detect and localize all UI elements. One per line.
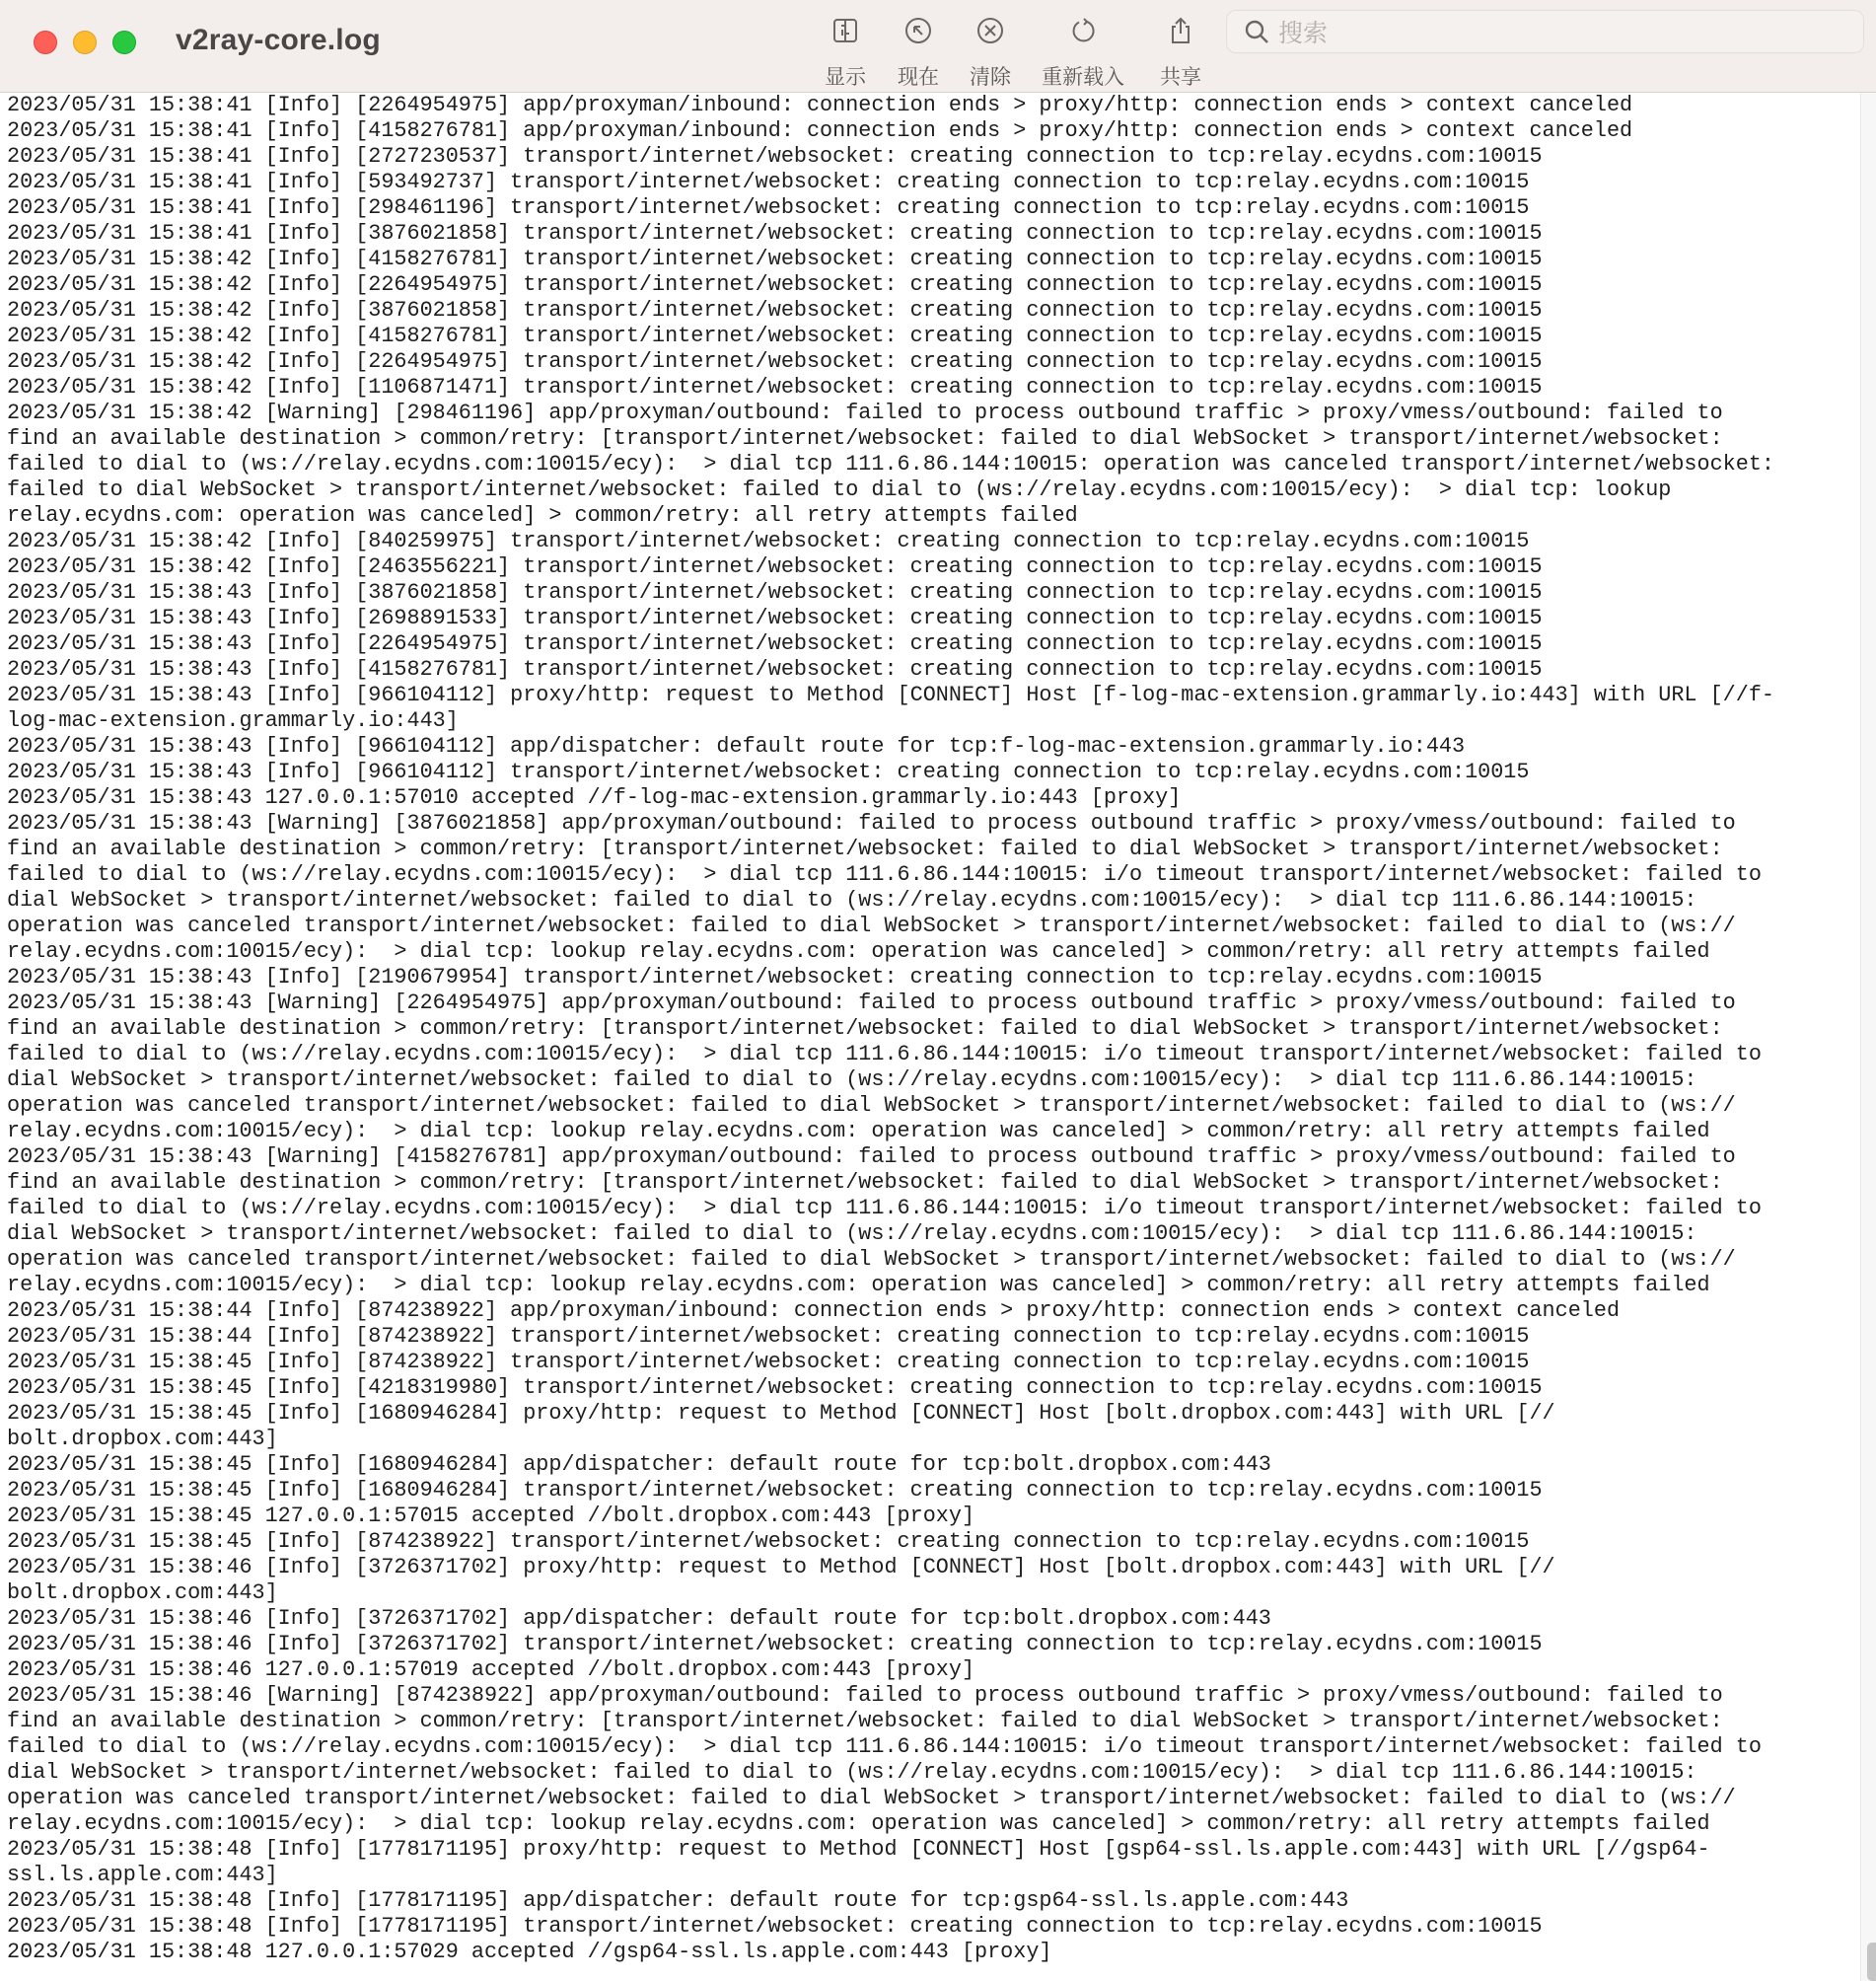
log-line: 2023/05/31 15:38:48 [Info] [1778171195] app/dispatcher: default route for tcp:gsp64-ssl.ls.apple.com:443	[7, 1888, 1349, 1913]
log-line: operation was canceled transport/internet/websocket: failed to dial WebSocket > transport/internet/websocket: failed to dial to (ws://	[7, 1247, 1736, 1272]
log-line: 2023/05/31 15:38:48 127.0.0.1:57029 accepted //gsp64-ssl.ls.apple.com:443 [proxy]	[7, 1940, 1052, 1964]
log-line: 2023/05/31 15:38:41 [Info] [298461196] transport/internet/websocket: creating connection to tcp:relay.ecydns.com:10015	[7, 195, 1530, 220]
log-line: relay.ecydns.com:10015/ecy): > dial tcp: lookup relay.ecydns.com: operation was canceled] > common/retry: all retry attempts failed	[7, 1119, 1710, 1143]
log-line: find an available destination > common/retry: [transport/internet/websocket: failed to dial WebSocket > transport/internet/websocket:	[7, 1170, 1723, 1195]
maximize-window-button[interactable]	[112, 31, 136, 54]
log-line: 2023/05/31 15:38:43 [Info] [2190679954] transport/internet/websocket: creating connection to tcp:relay.ecydns.com:10015	[7, 965, 1543, 990]
log-line: 2023/05/31 15:38:43 [Info] [2264954975] transport/internet/websocket: creating connection to tcp:relay.ecydns.com:10015	[7, 631, 1543, 656]
log-line: operation was canceled transport/internet/websocket: failed to dial WebSocket > transport/internet/websocket: failed to dial to (ws://	[7, 1786, 1736, 1810]
log-line: 2023/05/31 15:38:46 127.0.0.1:57019 accepted //bolt.dropbox.com:443 [proxy]	[7, 1657, 975, 1682]
log-line: 2023/05/31 15:38:48 [Info] [1778171195] proxy/http: request to Method [CONNECT] Host [gsp64-ssl.ls.apple.com:443] with URL [//gsp64-	[7, 1837, 1710, 1862]
log-line: relay.ecydns.com:10015/ecy): > dial tcp: lookup relay.ecydns.com: operation was canceled] > common/retry: all retry attempts failed	[7, 939, 1710, 964]
log-line: 2023/05/31 15:38:45 [Info] [1680946284] proxy/http: request to Method [CONNECT] Host [bolt.dropbox.com:443] with URL [//	[7, 1401, 1555, 1426]
log-line: 2023/05/31 15:38:41 [Info] [3876021858] transport/internet/websocket: creating connection to tcp:relay.ecydns.com:10015	[7, 221, 1543, 246]
log-line: 2023/05/31 15:38:46 [Info] [3726371702] transport/internet/websocket: creating connection to tcp:relay.ecydns.com:10015	[7, 1632, 1543, 1656]
log-line: 2023/05/31 15:38:45 [Info] [874238922] transport/internet/websocket: creating connection to tcp:relay.ecydns.com:10015	[7, 1350, 1530, 1374]
log-line: failed to dial to (ws://relay.ecydns.com:10015/ecy): > dial tcp 111.6.86.144:10015: i/o timeout transport/internet/websocket: failed to	[7, 862, 1762, 887]
sidebar-display-icon	[829, 14, 862, 47]
log-line: relay.ecydns.com: operation was canceled] > common/retry: all retry attempts failed	[7, 503, 1078, 528]
log-line: dial WebSocket > transport/internet/websocket: failed to dial to (ws://relay.ecydns.com:10015/ecy): > dial tcp 111.6.86.144:10015:	[7, 1067, 1697, 1092]
log-line: 2023/05/31 15:38:43 [Warning] [2264954975] app/proxyman/outbound: failed to process outbound traffic > proxy/vmess/outbound: failed to	[7, 990, 1736, 1015]
log-line: 2023/05/31 15:38:48 [Info] [1778171195] transport/internet/websocket: creating connection to tcp:relay.ecydns.com:10015	[7, 1914, 1543, 1939]
display-button[interactable]	[825, 14, 866, 91]
log-line: find an available destination > common/retry: [transport/internet/websocket: failed to dial WebSocket > transport/internet/websocket:	[7, 837, 1723, 861]
clear-label: 清除	[970, 66, 1011, 89]
share-label: 共享	[1160, 66, 1201, 89]
log-line: 2023/05/31 15:38:43 [Warning] [4158276781] app/proxyman/outbound: failed to process outbound traffic > proxy/vmess/outbound: failed to	[7, 1144, 1736, 1169]
vertical-scrollbar[interactable]	[1860, 93, 1876, 1981]
log-line: log-mac-extension.grammarly.io:443]	[7, 708, 459, 733]
log-line: 2023/05/31 15:38:43 [Info] [966104112] app/dispatcher: default route for tcp:f-log-mac-extension.grammarly.io:443	[7, 734, 1466, 759]
log-line: failed to dial to (ws://relay.ecydns.com:10015/ecy): > dial tcp 111.6.86.144:10015: i/o timeout transport/internet/websocket: failed to	[7, 1196, 1762, 1220]
log-line: 2023/05/31 15:38:42 [Info] [2264954975] transport/internet/websocket: creating connection to tcp:relay.ecydns.com:10015	[7, 272, 1543, 297]
display-label: 显示	[825, 66, 866, 89]
log-line: 2023/05/31 15:38:46 [Info] [3726371702] proxy/http: request to Method [CONNECT] Host [bolt.dropbox.com:443] with URL [//	[7, 1555, 1555, 1579]
log-line: 2023/05/31 15:38:43 [Info] [3876021858] transport/internet/websocket: creating connection to tcp:relay.ecydns.com:10015	[7, 580, 1543, 605]
share-icon	[1164, 14, 1197, 47]
log-line: find an available destination > common/retry: [transport/internet/websocket: failed to dial WebSocket > transport/internet/websocket:	[7, 426, 1723, 451]
log-line: 2023/05/31 15:38:41 [Info] [2727230537] transport/internet/websocket: creating connection to tcp:relay.ecydns.com:10015	[7, 144, 1543, 169]
log-view[interactable]	[0, 93, 1860, 1981]
clear-icon	[974, 14, 1007, 47]
log-line: dial WebSocket > transport/internet/websocket: failed to dial to (ws://relay.ecydns.com:10015/ecy): > dial tcp 111.6.86.144:10015:	[7, 1760, 1697, 1785]
close-window-button[interactable]	[34, 31, 57, 54]
log-line: 2023/05/31 15:38:43 [Info] [4158276781] transport/internet/websocket: creating connection to tcp:relay.ecydns.com:10015	[7, 657, 1543, 682]
log-line: 2023/05/31 15:38:44 [Info] [874238922] app/proxyman/inbound: connection ends > proxy/http: connection ends > context canceled	[7, 1298, 1621, 1323]
log-line: 2023/05/31 15:38:41 [Info] [4158276781] app/proxyman/inbound: connection ends > proxy/http: connection ends > context canceled	[7, 118, 1633, 143]
log-line: relay.ecydns.com:10015/ecy): > dial tcp: lookup relay.ecydns.com: operation was canceled] > common/retry: all retry attempts failed	[7, 1811, 1710, 1836]
log-line: dial WebSocket > transport/internet/websocket: failed to dial to (ws://relay.ecydns.com:10015/ecy): > dial tcp 111.6.86.144:10015:	[7, 1221, 1697, 1246]
log-line: ssl.ls.apple.com:443]	[7, 1863, 278, 1887]
log-line: 2023/05/31 15:38:45 [Info] [874238922] transport/internet/websocket: creating connection to tcp:relay.ecydns.com:10015	[7, 1529, 1530, 1554]
log-line: failed to dial to (ws://relay.ecydns.com:10015/ecy): > dial tcp 111.6.86.144:10015: i/o timeout transport/internet/websocket: failed to	[7, 1734, 1762, 1759]
log-line: 2023/05/31 15:38:43 [Info] [966104112] transport/internet/websocket: creating connection to tcp:relay.ecydns.com:10015	[7, 760, 1530, 784]
log-line: operation was canceled transport/internet/websocket: failed to dial WebSocket > transport/internet/websocket: failed to dial to (ws://	[7, 1093, 1736, 1118]
log-line: failed to dial to (ws://relay.ecydns.com:10015/ecy): > dial tcp 111.6.86.144:10015: operation was canceled transport/internet/websocket:	[7, 452, 1774, 477]
log-line: 2023/05/31 15:38:42 [Info] [4158276781] transport/internet/websocket: creating connection to tcp:relay.ecydns.com:10015	[7, 247, 1543, 271]
log-line: 2023/05/31 15:38:43 [Info] [966104112] proxy/http: request to Method [CONNECT] Host [f-log-mac-extension.grammarly.io:443] with URL [//f-	[7, 683, 1774, 707]
log-line: 2023/05/31 15:38:43 [Info] [2698891533] transport/internet/websocket: creating connection to tcp:relay.ecydns.com:10015	[7, 606, 1543, 630]
log-line: 2023/05/31 15:38:43 127.0.0.1:57010 accepted //f-log-mac-extension.grammarly.io:443 [proxy]	[7, 785, 1182, 810]
log-line: bolt.dropbox.com:443]	[7, 1427, 278, 1451]
search-icon	[1243, 18, 1270, 45]
log-line: 2023/05/31 15:38:42 [Info] [840259975] transport/internet/websocket: creating connection to tcp:relay.ecydns.com:10015	[7, 529, 1530, 553]
log-line: 2023/05/31 15:38:42 [Info] [1106871471] transport/internet/websocket: creating connection to tcp:relay.ecydns.com:10015	[7, 375, 1543, 400]
log-line: dial WebSocket > transport/internet/websocket: failed to dial to (ws://relay.ecydns.com:10015/ecy): > dial tcp 111.6.86.144:10015:	[7, 888, 1697, 913]
log-line: find an available destination > common/retry: [transport/internet/websocket: failed to dial WebSocket > transport/internet/websocket:	[7, 1016, 1723, 1041]
search-placeholder: 搜索	[1278, 20, 1329, 47]
log-line: 2023/05/31 15:38:41 [Info] [593492737] transport/internet/websocket: creating connection to tcp:relay.ecydns.com:10015	[7, 170, 1530, 194]
now-label: 现在	[898, 66, 939, 89]
log-line: find an available destination > common/retry: [transport/internet/websocket: failed to dial WebSocket > transport/internet/websocket:	[7, 1709, 1723, 1733]
share-button[interactable]	[1160, 14, 1201, 91]
reload-button[interactable]	[1042, 14, 1124, 91]
log-line: 2023/05/31 15:38:45 127.0.0.1:57015 accepted //bolt.dropbox.com:443 [proxy]	[7, 1504, 975, 1528]
minimize-window-button[interactable]	[73, 31, 97, 54]
log-line: 2023/05/31 15:38:42 [Warning] [298461196] app/proxyman/outbound: failed to process outbound traffic > proxy/vmess/outbound: failed to	[7, 401, 1723, 425]
log-line: failed to dial to (ws://relay.ecydns.com:10015/ecy): > dial tcp 111.6.86.144:10015: i/o timeout transport/internet/websocket: failed to	[7, 1042, 1762, 1066]
log-text	[0, 93, 1860, 1965]
log-line: 2023/05/31 15:38:45 [Info] [1680946284] app/dispatcher: default route for tcp:bolt.dropbox.com:443	[7, 1452, 1271, 1477]
log-line: 2023/05/31 15:38:45 [Info] [1680946284] transport/internet/websocket: creating connection to tcp:relay.ecydns.com:10015	[7, 1478, 1543, 1503]
reload-icon	[1066, 14, 1100, 47]
now-button[interactable]	[898, 14, 939, 91]
window-title: v2ray-core.log	[176, 24, 381, 56]
log-line: 2023/05/31 15:38:42 [Info] [3876021858] transport/internet/websocket: creating connection to tcp:relay.ecydns.com:10015	[7, 298, 1543, 323]
jump-to-now-icon	[902, 14, 935, 47]
window-toolbar	[0, 0, 1876, 93]
log-line: operation was canceled transport/internet/websocket: failed to dial WebSocket > transport/internet/websocket: failed to dial to (ws://	[7, 914, 1736, 938]
log-line: 2023/05/31 15:38:46 [Warning] [874238922] app/proxyman/outbound: failed to process outbound traffic > proxy/vmess/outbound: failed to	[7, 1683, 1723, 1708]
clear-button[interactable]	[970, 14, 1011, 91]
log-line: 2023/05/31 15:38:42 [Info] [4158276781] transport/internet/websocket: creating connection to tcp:relay.ecydns.com:10015	[7, 324, 1543, 348]
log-line: 2023/05/31 15:38:45 [Info] [4218319980] transport/internet/websocket: creating connection to tcp:relay.ecydns.com:10015	[7, 1375, 1543, 1400]
log-line: 2023/05/31 15:38:44 [Info] [874238922] transport/internet/websocket: creating connection to tcp:relay.ecydns.com:10015	[7, 1324, 1530, 1349]
log-line: 2023/05/31 15:38:43 [Warning] [3876021858] app/proxyman/outbound: failed to process outbound traffic > proxy/vmess/outbound: failed to	[7, 811, 1736, 836]
log-line: 2023/05/31 15:38:42 [Info] [2264954975] transport/internet/websocket: creating connection to tcp:relay.ecydns.com:10015	[7, 349, 1543, 374]
log-line: bolt.dropbox.com:443]	[7, 1580, 278, 1605]
log-line: failed to dial WebSocket > transport/internet/websocket: failed to dial to (ws://relay.ecydns.com:10015/ecy): > dial tcp: lookup	[7, 477, 1672, 502]
log-line: relay.ecydns.com:10015/ecy): > dial tcp: lookup relay.ecydns.com: operation was canceled] > common/retry: all retry attempts failed	[7, 1273, 1710, 1297]
reload-label: 重新载入	[1042, 66, 1124, 89]
search-field[interactable]	[1226, 10, 1864, 53]
scrollbar-thumb[interactable]	[1867, 1943, 1876, 1981]
log-line: 2023/05/31 15:38:46 [Info] [3726371702] app/dispatcher: default route for tcp:bolt.dropbox.com:443	[7, 1606, 1271, 1631]
log-line: 2023/05/31 15:38:41 [Info] [2264954975] app/proxyman/inbound: connection ends > proxy/http: connection ends > context canceled	[7, 93, 1633, 117]
log-line: 2023/05/31 15:38:42 [Info] [2463556221] transport/internet/websocket: creating connection to tcp:relay.ecydns.com:10015	[7, 554, 1543, 579]
